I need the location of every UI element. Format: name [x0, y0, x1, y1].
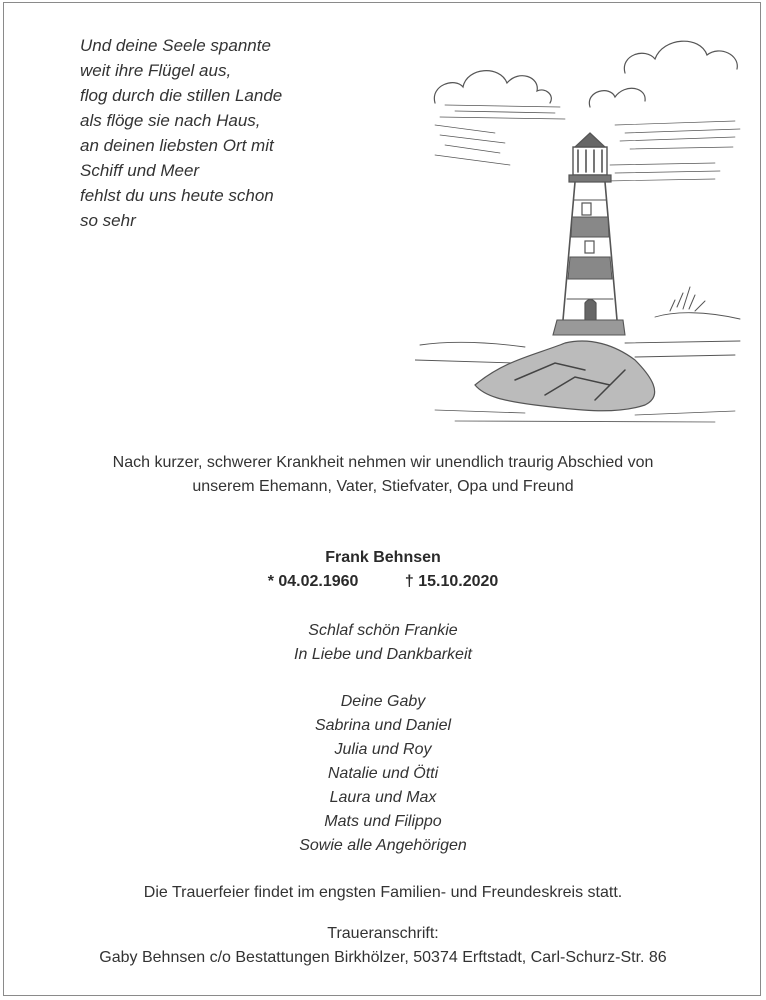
announcement-line: Nach kurzer, schwerer Krankheit nehmen wir unendlich traurig Abschied von	[112, 454, 654, 471]
poem-line: fehlst du uns heute schon	[80, 186, 274, 205]
grass	[670, 287, 705, 311]
announcement-line: unserem Ehemann, Vater, Stiefvater, Opa und Freund	[192, 478, 574, 495]
farewell-line: In Liebe und Dankbarkeit	[294, 646, 472, 663]
mourner: Laura und Max	[329, 789, 437, 806]
poem	[80, 33, 282, 233]
mourner: Deine Gaby	[340, 693, 426, 710]
address-value: Gaby Behnsen c/o Bestattungen Birkhölzer, 50374 Erftstadt, Carl-Schurz-Str. 86	[99, 949, 667, 966]
ceremony-note: Die Trauerfeier findet im engsten Familien- und Freundeskreis statt.	[143, 884, 623, 901]
poem-line: Und deine Seele spannte	[80, 36, 271, 55]
cloud-mid	[589, 88, 645, 107]
deceased-name: Frank Behnsen	[325, 549, 441, 566]
poem-line: an deinen liebsten Ort mit	[80, 136, 274, 155]
cloud-top-right	[624, 41, 737, 73]
rocks	[475, 341, 655, 411]
poem-line: als flöge sie nach Haus,	[80, 111, 261, 130]
poem-line: Schiff und Meer	[80, 161, 200, 180]
farewell-message	[0, 619, 766, 667]
death-announcement	[0, 451, 766, 499]
lighthouse-roof	[575, 133, 605, 147]
mourner: Julia und Roy	[334, 741, 432, 758]
birth-date: * 04.02.1960	[267, 573, 359, 590]
mourner: Sabrina und Daniel	[314, 717, 452, 734]
life-dates	[0, 570, 766, 594]
mourner: Natalie und Ötti	[327, 765, 439, 782]
lighthouse-sketch	[415, 25, 745, 425]
mourner: Mats und Filippo	[324, 813, 442, 830]
mourner: Sowie alle Angehörigen	[299, 837, 467, 854]
poem-line: so sehr	[80, 211, 136, 230]
mourning-address	[0, 922, 766, 970]
poem-line: flog durch die stillen Lande	[80, 86, 283, 105]
cloud-left	[434, 71, 551, 103]
mourners-list	[0, 690, 766, 858]
death-date: † 15.10.2020	[404, 573, 499, 590]
address-label: Traueranschrift:	[327, 925, 439, 942]
poem-line: weit ihre Flügel aus,	[80, 61, 232, 80]
farewell-line: Schlaf schön Frankie	[308, 622, 458, 639]
